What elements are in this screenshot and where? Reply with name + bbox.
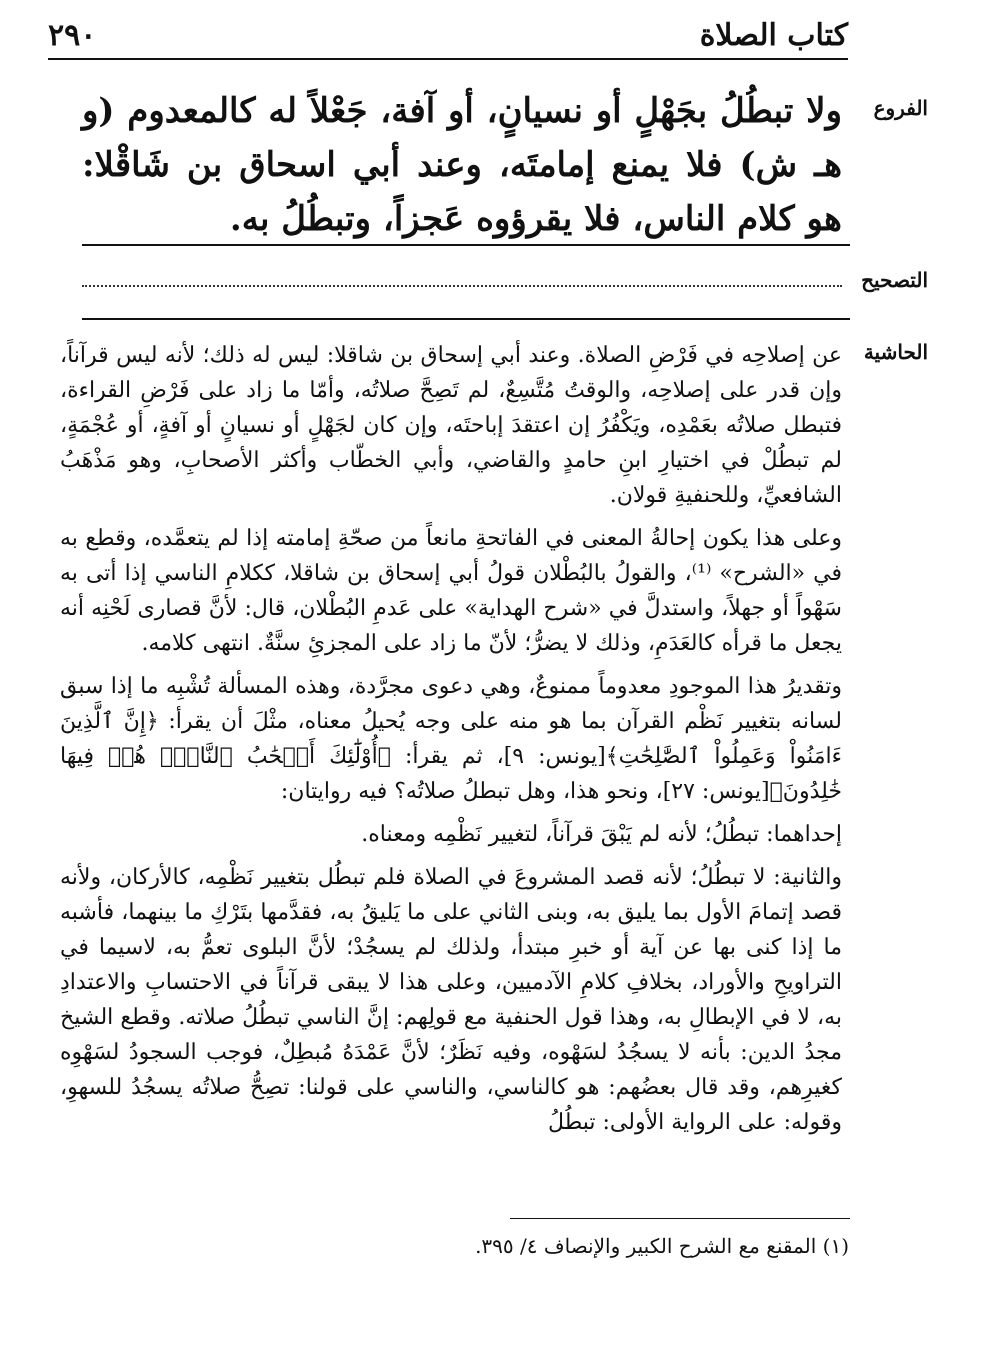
- hashiya-paragraph: وعلى هذا يكون إحالةُ المعنى في الفاتحةِ مانعاً من صحّةِ إمامته إذا لم يتعمَّده، وقطع به في «الشرح» ⁽¹⁾، والقولُ بالبُطْلان قولُ أبي إسحاق بن شاقلا، ككلامِ الناسي إذا أتى به سَهْواً أو جهلاً، واستدلَّ في «شرح الهداية» على عَدمِ البُطْلان، قال: لأنَّ قصارى لَحْنِه أنه يجعل ما قرأه كالعَدَمِ، وذلك لا يضرُّ؛ لأنّ ما زاد على المجزئِ سنَّةٌ. انتهى كلامه.: [60, 526, 843, 656]
- tashih-dotted-line: [82, 285, 842, 287]
- label-furu: الفروع: [873, 96, 928, 120]
- footnote: (١) المقنع مع الشرح الكبير والإنصاف ٤/ ٣٩٥.: [475, 1234, 849, 1258]
- section-divider-tashih: [82, 318, 850, 320]
- hashiya-paragraph: وتقديرُ هذا الموجودِ معدوماً ممنوعٌ، وهي دعوى مجرَّدة، وهذه المسألة تُشْبِه ما إذا سبق لسانه بتغيير نَظْم القرآن بما هو منه على وجه يُحيلُ معناه، مثْلَ أن يقرأ: ﴿إِنَّ ٱلَّذِينَ ءَامَنُواْ وَعَمِلُواْ ٱلصَّٰلِحَٰتِ﴾[يونس: ٩]، ثم يقرأ: ﴿أُوْلَٰٓئِكَ أَصۡحَٰبُ ٱلنَّارِۖ هُمۡ فِيهَا خَٰلِدُونَ﴾[يونس: ٢٧]، ونحو هذا، وهل تبطلُ صلاتُه؟ فيه روايتان:: [60, 674, 842, 804]
- hashiya-commentary: [60, 338, 842, 1148]
- footnote-divider: [510, 1218, 850, 1219]
- label-hashiya: الحاشية: [863, 340, 928, 364]
- hashiya-paragraph: والثانية: لا تبطُلُ؛ لأنه قصد المشروعَ في الصلاة فلم تبطُل بتغيير نَظْمِه، كالأركان، ولأنه قصد إتمامَ الأول بما يليق به، وبنى الثاني على ما يَليقُ به، فقدَّمها بتَرْكِ ما بينهما، فأشبه ما إذا كنى بها عن آية أو خبرِ مبتدأ، ولذلك لم يسجُدْ؛ لأنَّ البلوى تعمُّ به، لاسيما في التراويحِ والأوراد، بخلافِ كلامِ الآدميين، وعلى هذا لا يبقى قرآناً في الاحتسابِ والاعتدادِ به، لا في الإبطالِ به، وهذا قول الحنفية مع قولِهم: إنَّ الناسي تبطُلُ صلاته. وقطع الشيخ مجدُ الدين: بأنه لا يسجُدُ لسَهْوه، وفيه نَظَرٌ؛ لأنَّ عَمْدَهُ مُبطِلٌ، فوجب السجودُ لسَهْوِه كغيرِهم، وقد قال بعضُهم: هو كالناسي، والناسي على قولنا: تصِحُّ صلاتُه يسجُدُ للسهوِ، وقوله: على الرواية الأولى: تبطُلُ: [60, 865, 843, 1135]
- page-header: [48, 18, 848, 58]
- hashiya-paragraph: عن إصلاحِه في فَرْضِ الصلاة. وعند أبي إسحاق بن شاقلا: ليس له ذلك؛ لأنه ليس قرآناً، وإن قدر على إصلاحِه، والوقتُ مُتَّسِعٌ، لم تَصِحَّ صلاتُه، وأمّا ما زاد على فَرْضِ القراءة، فتبطل صلاتُه بعَمْدِه، ويَكْفُرُ إن اعتقدَ إباحتَه، وإن كان لجَهْلٍ أو نسيانٍ أو آفةٍ، أو عُجْمَةٍ، لم تبطُلْ في اختيارِ ابنِ حامدٍ والقاضي، وأبي الخطّاب وأكثر الأصحابِ، وهو مَذْهَبُ الشافعيِّ، وللحنفيةِ قولان.: [60, 343, 842, 508]
- page-number: ٢٩٠: [48, 18, 97, 53]
- header-divider: [48, 58, 848, 60]
- label-tashih: التصحيح: [861, 268, 928, 292]
- section-divider-furu: [82, 244, 850, 246]
- furu-main-text: ولا تبطُلُ بجَهْلٍ أو نسيانٍ، أو آفة، جَعْلاً له كالمعدوم (و هـ ش) فلا يمنع إمامتَه، وعند أبي اسحاق بن شَاقْلا: هو كلام الناس، فلا يقرؤوه عَجزاً، وتبطُلُ به.: [82, 91, 842, 239]
- running-title: كتاب الصلاة: [699, 18, 848, 53]
- hashiya-paragraph: إحداهما: تبطُلُ؛ لأنه لم يَبْقَ قرآناً، لتغيير نَظْمِه ومعناه.: [361, 822, 842, 847]
